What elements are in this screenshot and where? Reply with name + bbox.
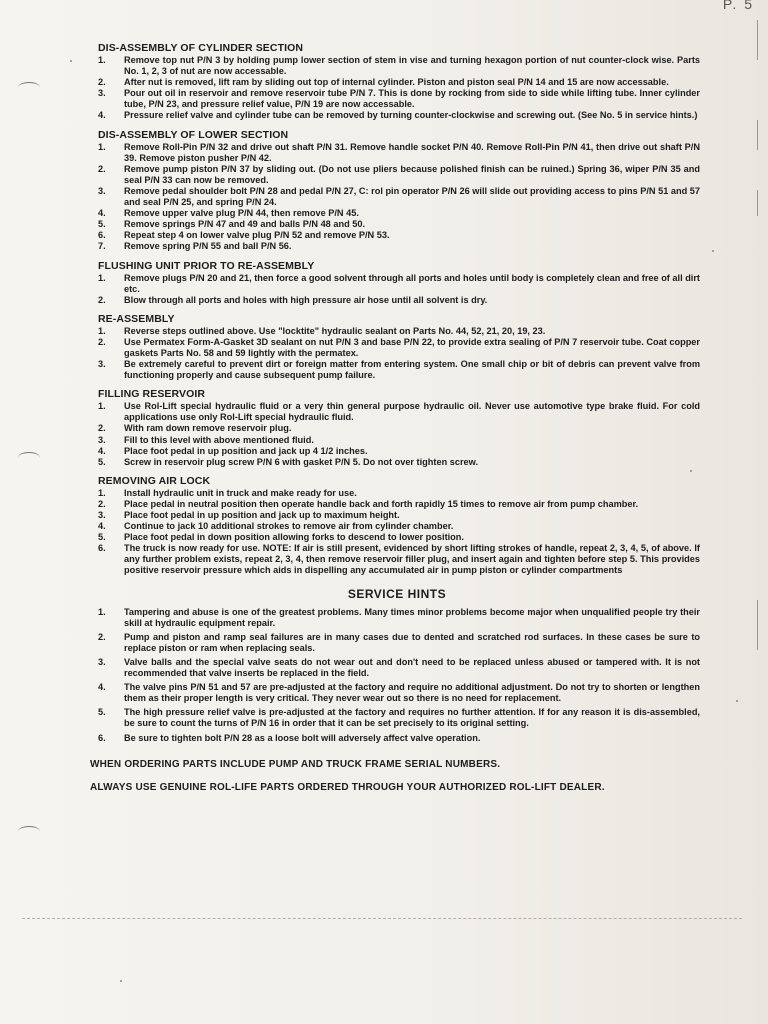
step-number: 4. <box>98 521 106 532</box>
hint-text: The high pressure relief valve is pre-adjusted at the factory and requires no further attention. If for any reason it is dis-assembled, be sure to count the turns of P/N 16 in order that it can be set precisely to its original setting. <box>124 707 700 729</box>
step-text: Remove pedal shoulder bolt P/N 28 and pedal P/N 27, C: rol pin operator P/N 26 will slide out providing access to pins P/N 51 and 57 and seal P/N 25, and spring P/N 24. <box>124 185 700 208</box>
step-item <box>94 219 700 230</box>
genuine-parts-notice: ALWAYS USE GENUINE ROL-LIFE PARTS ORDERED THROUGH YOUR AUTHORIZED ROL-LIFT DEALER. <box>90 781 605 793</box>
step-text: Remove plugs P/N 20 and 21, then force a good solvent through all ports and holes until body is completely clean and free of all dirt etc. <box>124 272 700 294</box>
step-number: 5. <box>98 532 106 543</box>
hint-item <box>94 632 700 654</box>
steps-list <box>94 401 700 468</box>
step-number: 1. <box>98 487 106 498</box>
steps-list <box>94 55 700 122</box>
step-number: 7. <box>98 241 106 252</box>
scan-speck <box>712 250 714 252</box>
step-item <box>94 186 700 208</box>
step-item <box>94 55 700 77</box>
step-text: Fill to this level with above mentioned fluid. <box>124 434 314 445</box>
section-title: FLUSHING UNIT PRIOR TO RE-ASSEMBLY <box>98 259 315 272</box>
step-item <box>94 510 700 521</box>
hint-number: 6. <box>98 732 106 743</box>
scan-speck <box>690 470 692 472</box>
step-item <box>94 110 700 121</box>
hint-text: Tampering and abuse is one of the greatest problems. Many times minor problems become major when unqualified people try their skill at hydraulic equipment repair. <box>124 606 700 628</box>
step-text: Use Permatex Form-A-Gasket 3D sealant on nut P/N 3 and base P/N 22, to provide extra sealing of P/N 7 reservoir tube. Coat copper gaskets Parts No. 58 and 59 lightly with the permatex. <box>124 336 700 358</box>
hint-text: Pump and piston and ramp seal failures are in many cases due to dented and scratched rod surfaces. In these cases be sure to replace piston or ram when replacing seals. <box>124 631 700 653</box>
step-number: 6. <box>98 230 106 241</box>
step-text: Pour out oil in reservoir and remove reservoir tube P/N 7. This is done by rocking from side to side while lifting tube. Inner cylinder tube, P/N 23, and pressure relief value, P/N 19 are now accessable. <box>124 88 700 110</box>
step-number: 2. <box>98 163 106 174</box>
step-number: 3. <box>98 359 106 370</box>
hint-item <box>94 707 700 729</box>
step-item <box>94 241 700 252</box>
step-item <box>94 337 700 359</box>
page-edge-mark <box>757 190 758 216</box>
step-number: 3. <box>98 185 106 196</box>
spacer <box>94 747 700 759</box>
ordering-notice: WHEN ORDERING PARTS INCLUDE PUMP AND TRUCK FRAME SERIAL NUMBERS. <box>90 758 501 770</box>
hint-number: 2. <box>98 631 106 642</box>
step-item <box>94 142 700 164</box>
scan-speck <box>70 60 72 62</box>
step-number: 2. <box>98 294 106 305</box>
step-text: Place foot pedal in down position allowing forks to descend to lower position. <box>124 532 464 543</box>
steps-list <box>94 488 700 577</box>
step-text: Reverse steps outlined above. Use "locktite" hydraulic sealant on Parts No. 44, 52, 21, 20, 19, 23. <box>124 325 546 336</box>
step-item <box>94 326 700 337</box>
step-number: 3. <box>98 510 106 520</box>
page-edge-mark <box>757 20 758 60</box>
hint-text: Be sure to tighten bolt P/N 28 as a loose bolt will adversely affect valve operation. <box>124 732 481 743</box>
hint-text: Valve balls and the special valve seats do not wear out and don't need to be replaced unless abused or tampered with. It is not recommended that valve inserts be replaced in the field. <box>124 656 700 679</box>
step-item <box>94 488 700 499</box>
section-removing-air-lock <box>94 475 700 577</box>
step-text: Remove spring P/N 55 and ball P/N 56. <box>124 241 292 252</box>
bottom-rule <box>22 918 742 919</box>
step-number: 4. <box>98 110 106 121</box>
step-text: Pressure relief valve and cylinder tube can be removed by turning counter-clockwise and screwing out. (See No. 5 in service hints.) <box>124 110 698 121</box>
step-number: 3. <box>98 88 106 99</box>
binder-hole-mark <box>18 452 40 463</box>
section-title: FILLING RESERVOIR <box>98 388 206 401</box>
service-hints-list <box>94 607 700 744</box>
hint-number: 1. <box>98 606 106 617</box>
hint-item <box>94 733 700 744</box>
step-item <box>94 164 700 186</box>
step-number: 4. <box>98 208 106 219</box>
step-item <box>94 543 700 576</box>
step-number: 3. <box>98 434 106 445</box>
section-lower-disassembly <box>94 129 700 253</box>
step-item <box>94 401 700 423</box>
step-item <box>94 359 700 381</box>
step-number: 6. <box>98 543 106 554</box>
scan-speck <box>736 700 738 702</box>
step-text: Screw in reservoir plug screw P/N 6 with gasket P/N 5. Do not over tighten screw. <box>124 456 478 467</box>
step-text: Remove pump piston P/N 37 by sliding out. (Do not use pliers because polished finish can be ruined.) Spring 36, wiper P/N 35 and seal P/N 33 can now be removed. <box>124 163 700 185</box>
page-number: P. 5 <box>722 0 754 12</box>
service-hints-title: SERVICE HINTS <box>347 586 447 601</box>
step-number: 1. <box>98 401 106 412</box>
step-number: 2. <box>98 77 106 88</box>
step-text: Repeat step 4 on lower valve plug P/N 52 and remove P/N 53. <box>124 230 390 241</box>
step-text: Continue to jack 10 additional strokes to remove air from cylinder chamber. <box>124 521 454 532</box>
step-text: Be extremely careful to prevent dirt or foreign matter from entering system. One small chip or bit of debris can prevent valve from functioning properly and cause subsequent pump failure. <box>124 359 700 381</box>
hint-item <box>94 607 700 629</box>
step-text: The truck is now ready for use. NOTE: If air is still present, evidenced by short lifting strokes of handle, repeat 2, 3, 4, 5, of above. If any further problem exists, repeat 2, 3, 4, then remove reservoir filler plug, and insert again and tighten before step 5. This provides positive reservoir pressure which aids in dispelling any accumulated air in pump piston or cylinder compartments <box>124 543 700 576</box>
section-title: RE-ASSEMBLY <box>98 312 175 325</box>
step-number: 2. <box>98 498 106 509</box>
step-item <box>94 457 700 468</box>
step-number: 2. <box>98 336 106 347</box>
page-edge-mark <box>757 120 758 150</box>
section-reassembly <box>94 313 700 381</box>
hint-number: 3. <box>98 656 106 667</box>
steps-list <box>94 142 700 253</box>
step-item <box>94 208 700 219</box>
step-item <box>94 423 700 434</box>
hint-number: 5. <box>98 707 106 718</box>
hint-item <box>94 682 700 704</box>
section-cylinder-disassembly <box>94 42 700 122</box>
binder-hole-mark <box>18 82 40 93</box>
step-item <box>94 88 700 110</box>
page-edge-mark <box>757 600 758 650</box>
step-item <box>94 295 700 306</box>
step-text: Use Rol-Lift special hydraulic fluid or a very thin general purpose hydraulic oil. Never use automotive type brake fluid. For cold applications use only Rol-Lift special hydraulic fluid. <box>124 401 700 423</box>
step-text: Remove springs P/N 47 and 49 and balls P/N 48 and 50. <box>124 219 366 230</box>
step-number: 2. <box>98 423 106 434</box>
step-text: Place foot pedal in up position and jack up 4 1/2 inches. <box>124 445 368 456</box>
step-item <box>94 273 700 295</box>
step-number: 1. <box>98 141 106 152</box>
section-title: DIS-ASSEMBLY OF LOWER SECTION <box>98 128 289 141</box>
step-text: Remove top nut P/N 3 by holding pump lower section of stem in vise and turning hexagon portion of nut counter-clock wise. Parts No. 1, 2, 3 of nut are now accessable. <box>124 55 700 77</box>
section-title: REMOVING AIR LOCK <box>98 474 211 487</box>
step-item <box>94 499 700 510</box>
step-number: 5. <box>98 456 106 467</box>
step-text: Blow through all ports and holes with high pressure air hose until all solvent is dry. <box>124 294 488 305</box>
step-number: 1. <box>98 55 106 65</box>
step-text: Place foot pedal in up position and jack up to maximum height. <box>124 510 400 520</box>
step-text: Install hydraulic unit in truck and make ready for use. <box>124 487 357 498</box>
step-text: Remove Roll-Pin P/N 32 and drive out shaft P/N 31. Remove handle socket P/N 40. Remove Roll-Pin P/N 41, then drive out shaft P/N 39. Remove piston pusher P/N 42. <box>124 141 700 163</box>
document-body <box>90 42 700 805</box>
section-title: DIS-ASSEMBLY OF CYLINDER SECTION <box>98 42 304 54</box>
step-number: 5. <box>98 219 106 230</box>
steps-list <box>94 326 700 381</box>
step-item <box>94 521 700 532</box>
step-item <box>94 77 700 88</box>
step-text: With ram down remove reservoir plug. <box>124 423 292 434</box>
hint-item <box>94 657 700 679</box>
step-number: 1. <box>98 325 106 336</box>
steps-list <box>94 273 700 306</box>
step-number: 1. <box>98 272 106 283</box>
binder-hole-mark <box>18 826 40 837</box>
step-text: Place pedal in neutral position then operate handle back and forth rapidly 15 times to remove air from pump chamber. <box>124 498 639 509</box>
section-flushing <box>94 260 700 306</box>
step-item <box>94 230 700 241</box>
step-item <box>94 435 700 446</box>
hint-number: 4. <box>98 682 106 693</box>
hint-text: The valve pins P/N 51 and 57 are pre-adjusted at the factory and require no additional adjustment. Do not try to shorten or lengthen them as their proper length is very critical. They never wear out so there is no need for replacement. <box>124 682 700 704</box>
step-item <box>94 446 700 457</box>
scan-speck <box>120 980 122 982</box>
section-filling-reservoir <box>94 388 700 468</box>
step-number: 4. <box>98 445 106 456</box>
step-text: After nut is removed, lift ram by sliding out top of internal cylinder. Piston and piston seal P/N 14 and 15 are now accessable. <box>124 77 669 88</box>
step-text: Remove upper valve plug P/N 44, then remove P/N 45. <box>124 208 359 219</box>
step-item <box>94 532 700 543</box>
